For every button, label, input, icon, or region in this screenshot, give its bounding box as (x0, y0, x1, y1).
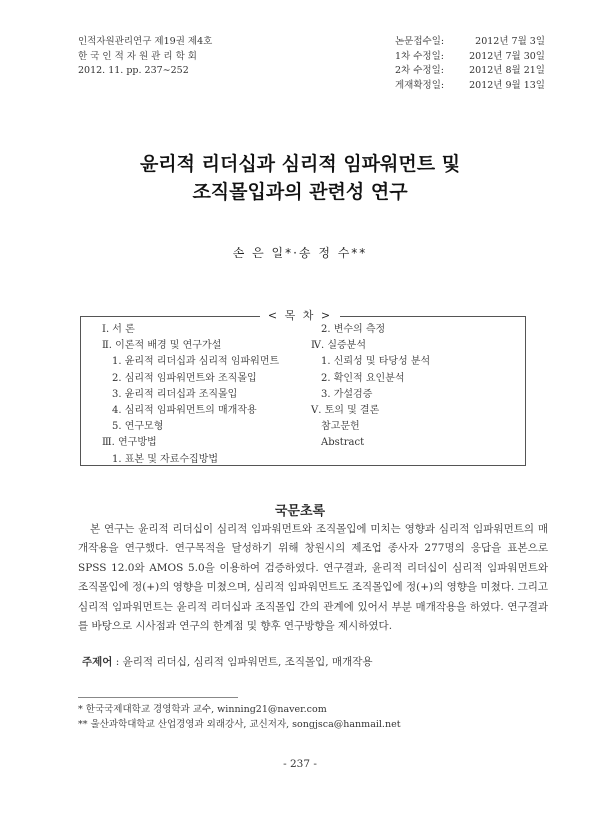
toc-item: 1. 표본 및 자료수집방법 (112, 453, 219, 465)
abstract-body: 본 연구는 윤리적 리더십이 심리적 임파워먼트와 조직몰입에 미치는 영향과 심리적 임파워먼트의 매개작용을 연구했다. 연구목적을 달성하기 위해 창원시의 제조업 종사자 277명의 응답을 표본으로 SPSS 12.0와 AMOS 5.0을 이용하여 검증하였다. 연구결과, 윤리적 리더십이 심리적 임파워먼트와 조직몰입에 정(+)의 영향을 미쳤으며, 심리적 임파워먼트도 조직몰입에 정(+)의 영향을 미쳤다. 그리고 심리적 임파워먼트는 윤리적 리더십과 조직몰입 간의 관계에 있어서 부분 매개작용을 하였다. 연구결과를 바탕으로 시사점과 연구의 한계점 및 향후 연구방향을 제시하였다. (78, 523, 548, 633)
keywords-label: 주제어 (82, 656, 113, 668)
toc-item: 3. 가설검증 (321, 388, 373, 400)
toc-item: 참고문헌 (321, 421, 360, 433)
date-value: 2012년 7월 3일 (475, 36, 545, 47)
toc-item: 4. 심리적 임파워먼트의 매개작용 (112, 405, 257, 417)
date-label: 2차 수정일: (395, 65, 444, 76)
toc-heading (0, 307, 600, 323)
toc-item: Ⅱ. 이론적 배경 및 연구가설 (102, 340, 222, 352)
journal-line: 2012. 11. pp. 237∼252 (78, 65, 189, 76)
date-value: 2012년 8월 21일 (469, 65, 545, 76)
date-row (395, 50, 545, 65)
toc-item: Ⅴ. 토의 및 결론 (311, 405, 380, 417)
title-line-2: 조직몰입과의 관련성 연구 (192, 181, 408, 203)
toc-item: 3. 윤리적 리더십과 조직몰입 (112, 388, 238, 400)
toc-item: 2. 심리적 임파워먼트와 조직몰입 (112, 372, 257, 384)
keywords-value: : 윤리적 리더십, 심리적 임파워먼트, 조직몰입, 매개작용 (112, 656, 373, 668)
journal-line: 인적자원관리연구 제19권 제4호 (78, 36, 213, 47)
title-line-1: 윤리적 리더십과 심리적 임파워먼트 및 (139, 153, 461, 175)
journal-info (78, 35, 212, 79)
paper-title (0, 150, 600, 206)
toc-right-column (311, 322, 430, 452)
date-row (395, 79, 545, 94)
toc-item: 1. 윤리적 리더십과 심리적 임파워먼트 (112, 356, 280, 368)
date-value: 2012년 7월 30일 (469, 50, 545, 62)
date-label: 게재확정일: (395, 79, 445, 91)
toc-item: 5. 연구모형 (112, 421, 164, 433)
toc-heading-text: < 목 차 > (260, 309, 340, 322)
toc-item: Ⅳ. 실증분석 (311, 340, 366, 352)
submission-dates (395, 35, 545, 93)
toc-item: 2. 변수의 측정 (321, 324, 386, 335)
toc-left-column (102, 322, 279, 468)
toc-item: Abstract (321, 437, 365, 449)
toc-item: Ⅲ. 연구방법 (102, 437, 157, 449)
keywords (82, 654, 373, 669)
journal-line: 한 국 인 적 자 원 관 리 학 회 (78, 50, 197, 62)
toc-item: Ⅰ. 서 론 (102, 324, 135, 335)
date-value: 2012년 9월 13일 (469, 79, 545, 91)
toc-item: 2. 확인적 요인분석 (321, 372, 405, 384)
date-row (395, 35, 545, 50)
page-number: - 237 - (283, 758, 317, 770)
footnote-1: * 한국국제대학교 경영학과 교수, winning21@naver.com (78, 704, 327, 715)
toc-item: 1. 신뢰성 및 타당성 분석 (321, 356, 431, 368)
abstract-heading: 국문초록 (274, 504, 326, 519)
footnote-2: ** 울산과학대학교 산업경영과 외래강사, 교신저자, songjsca@hanmail.net (78, 719, 401, 730)
date-label: 1차 수정일: (395, 50, 444, 62)
date-label: 논문접수일: (395, 36, 445, 47)
date-row (395, 64, 545, 79)
footnote-divider (78, 697, 238, 698)
authors: 손 은 일*·송 정 수** (232, 246, 368, 260)
